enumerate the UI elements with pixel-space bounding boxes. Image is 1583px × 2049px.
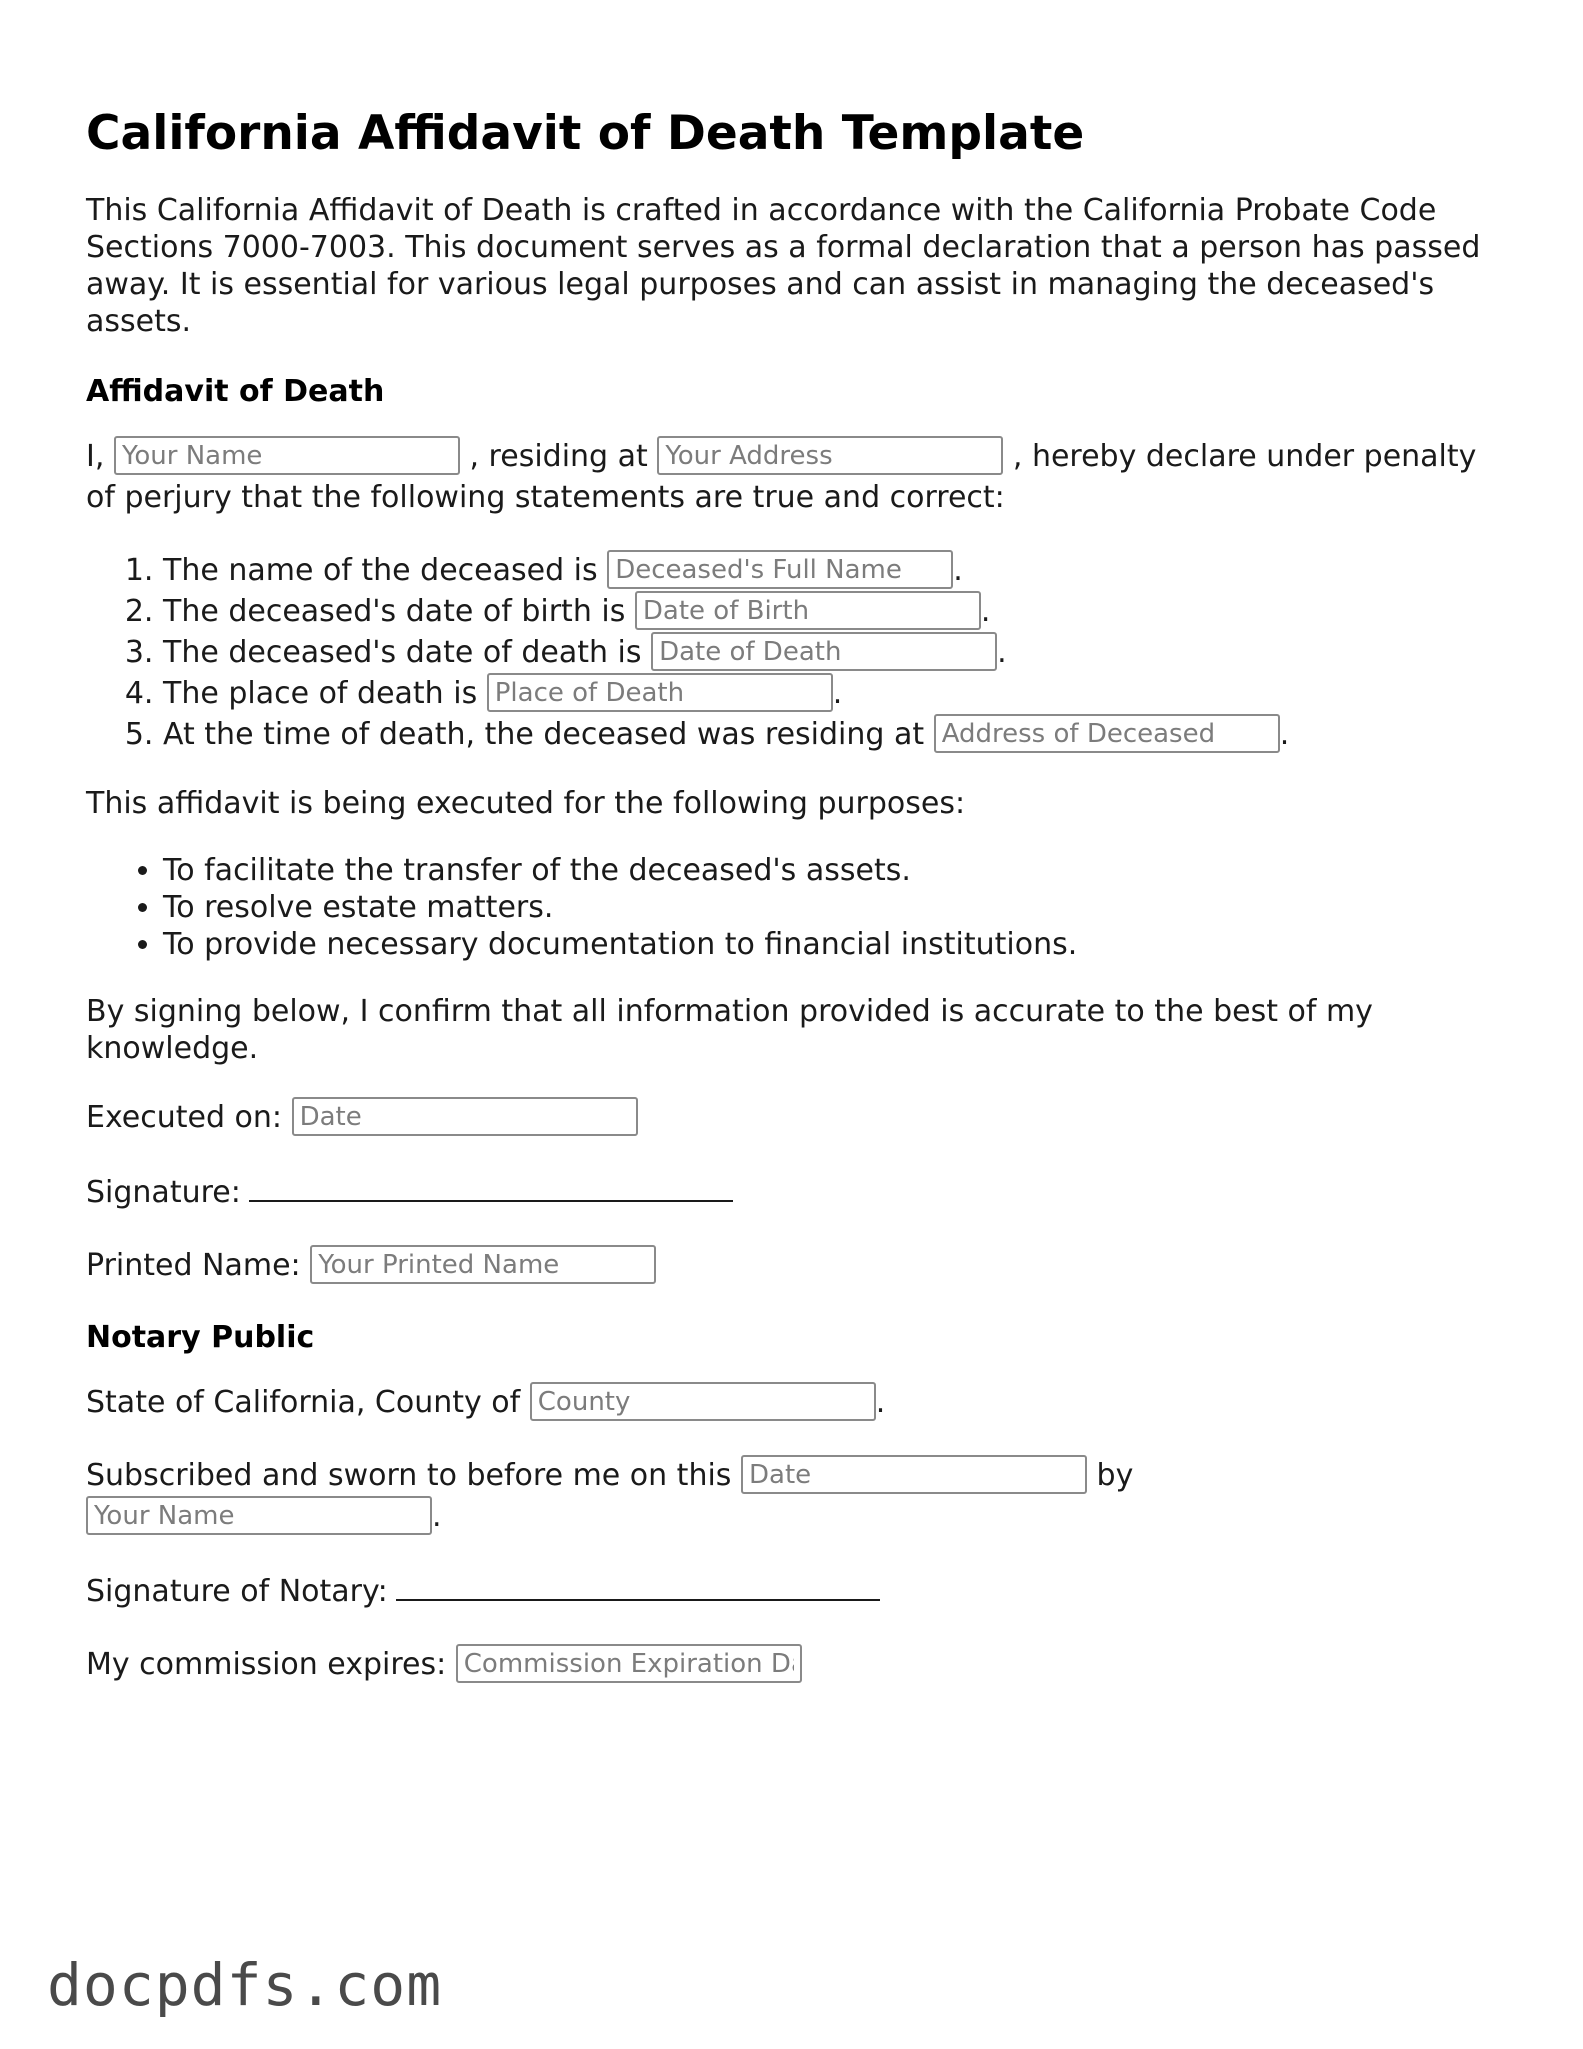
printed-name-row [86, 1245, 1506, 1286]
by-label: by [1096, 1458, 1134, 1493]
list-item [163, 673, 1506, 714]
executed-date-input[interactable] [292, 1097, 638, 1136]
declaration-residing: , residing at [469, 439, 648, 474]
period: . [997, 635, 1007, 670]
period: . [432, 1499, 442, 1534]
county-input[interactable] [530, 1382, 876, 1421]
executed-row [86, 1097, 1506, 1138]
date-of-birth-input[interactable] [635, 591, 981, 630]
subscribed-label: Subscribed and sworn to before me on this [86, 1458, 732, 1493]
your-address-input[interactable] [657, 436, 1003, 475]
signature-row [86, 1170, 1506, 1213]
section-heading-notary: Notary Public [86, 1320, 315, 1355]
list-item [163, 591, 1506, 632]
statement-text: The deceased's date of birth is [163, 594, 626, 629]
page-title: California Affidavit of Death Template [86, 106, 1085, 161]
watermark-logo: docpdfs.com [47, 1951, 443, 2019]
county-row [86, 1382, 1506, 1423]
commission-row [86, 1644, 1506, 1685]
statement-text: The deceased's date of death is [163, 635, 642, 670]
deceased-name-input[interactable] [607, 550, 953, 589]
your-name-input[interactable] [114, 436, 460, 475]
purposes-list [86, 852, 1506, 963]
commission-expiration-input[interactable] [456, 1644, 802, 1683]
period: . [980, 594, 991, 629]
section-heading-affidavit: Affidavit of Death [86, 374, 385, 409]
period: . [1279, 717, 1290, 752]
declaration-prefix: I, [86, 439, 105, 474]
list-item [163, 550, 1506, 591]
notary-signature-line[interactable] [396, 1569, 880, 1601]
subscribed-row [86, 1455, 1506, 1537]
signature-line[interactable] [249, 1170, 733, 1202]
period: . [953, 553, 963, 588]
purposes-intro: This affidavit is being executed for the following purposes: [86, 786, 966, 821]
signature-label: Signature: [86, 1175, 241, 1210]
date-of-death-input[interactable] [651, 632, 997, 671]
state-county-label: State of California, County of [86, 1385, 521, 1420]
place-of-death-input[interactable] [487, 673, 833, 712]
address-of-deceased-input[interactable] [934, 714, 1280, 753]
printed-name-label: Printed Name: [86, 1248, 301, 1283]
period: . [832, 676, 843, 711]
notary-date-input[interactable] [741, 1455, 1087, 1494]
declaration-paragraph [86, 436, 1506, 518]
affidavit-document [86, 104, 1506, 1717]
commission-label: My commission expires: [86, 1647, 447, 1682]
notary-your-name-input[interactable] [86, 1496, 432, 1535]
statement-text: The place of death is [163, 676, 478, 711]
statement-text: At the time of death, the deceased was residing at [163, 717, 925, 752]
period: . [875, 1385, 886, 1420]
statements-list [86, 550, 1506, 755]
notary-signature-label: Signature of Notary: [86, 1574, 388, 1609]
notary-signature-row [86, 1569, 1506, 1612]
list-item [163, 632, 1506, 673]
list-item: • To facilitate the transfer of the deceased's assets. [163, 852, 1506, 889]
list-item [163, 714, 1506, 755]
printed-name-input[interactable] [310, 1245, 656, 1284]
declaration-suffix: , hereby declare under penalty of perjury that the following statements are true and correct: [86, 439, 1477, 515]
intro-paragraph: This California Affidavit of Death is crafted in accordance with the California Probate Code Sections 7000-7003. This document serves as a formal declaration that a person has passed away. It is essential for various legal purposes and can assist in managing the deceased's assets. [86, 193, 1481, 339]
list-item: • To provide necessary documentation to financial institutions. [163, 926, 1506, 963]
confirmation-paragraph: By signing below, I confirm that all information provided is accurate to the best of my knowledge. [86, 994, 1373, 1066]
statement-text: The name of the deceased is [163, 553, 598, 588]
list-item: • To resolve estate matters. [163, 889, 1506, 926]
executed-label: Executed on: [86, 1100, 283, 1135]
